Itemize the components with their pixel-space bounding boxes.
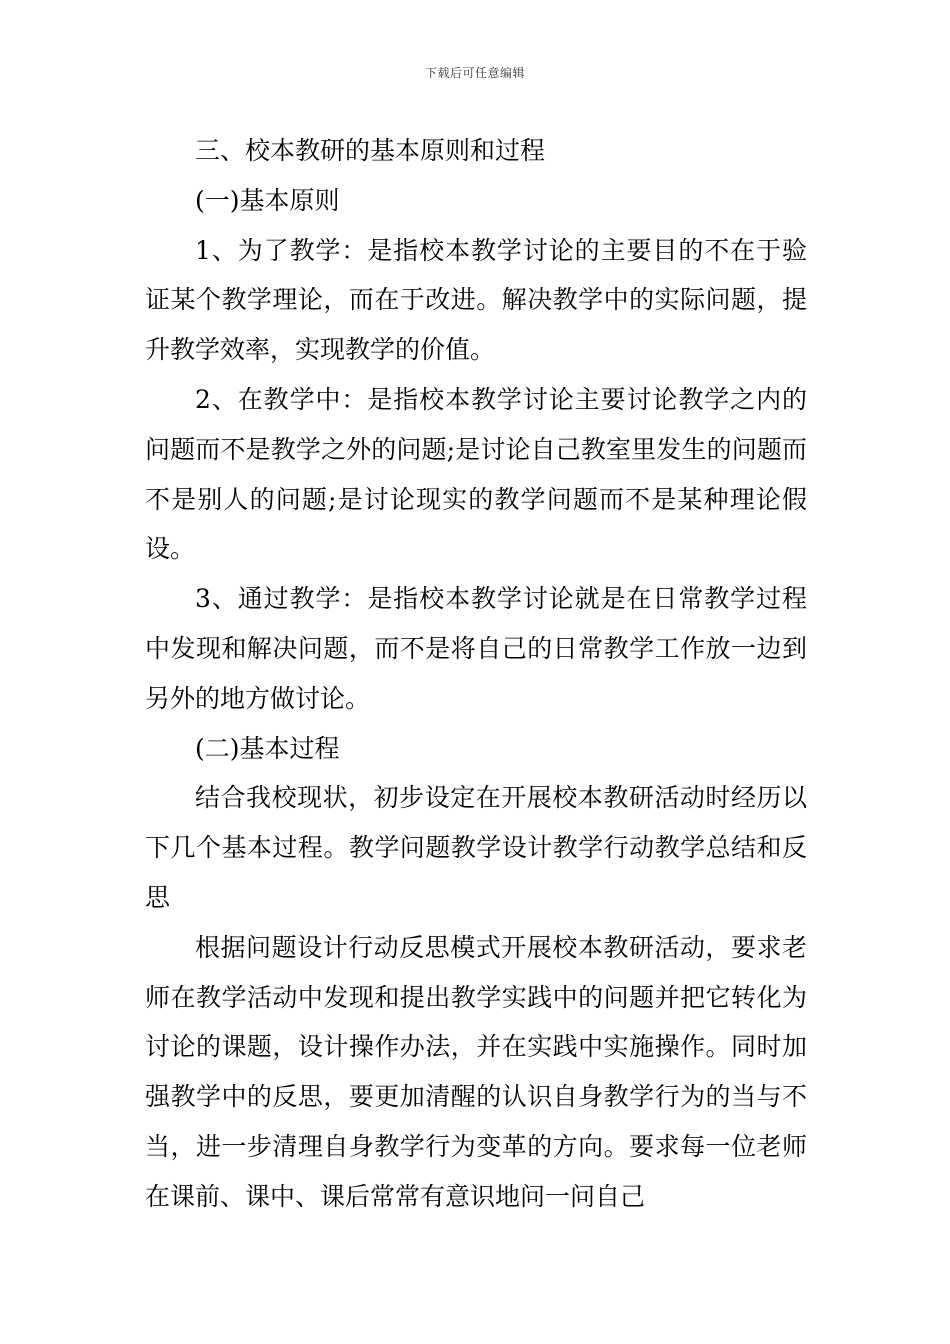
- body-paragraph: 结合我校现状，初步设定在开展校本教研活动时经历以下几个基本过程。教学问题教学设计教学行动教学总结和反思: [145, 783, 807, 912]
- page-header: 下载后可任意编辑: [424, 66, 525, 80]
- subsection-heading: (二)基本过程: [195, 733, 340, 763]
- document-body: [145, 126, 807, 1222]
- section-heading: 三、校本教研的基本原则和过程: [195, 136, 546, 165]
- body-paragraph: 根据问题设计行动反思模式开展校本教研活动，要求老师在教学活动中发现和提出教学实践中的问题并把它转化为讨论的课题，设计操作办法，并在实践中实施操作。同时加强教学中的反思，要更加清醒的认识自身教学行为的当与不当，进一步清理自身教学行为变革的方向。要求每一位老师在课前、课中、课后常常有意识地问一问自己: [145, 932, 807, 1211]
- body-paragraph: 3、通过教学：是指校本教学讨论就是在日常教学过程中发现和解决问题，而不是将自己的日常教学工作放一边到另外的地方做讨论。: [145, 584, 807, 713]
- body-paragraph: 1、为了教学：是指校本教学讨论的主要目的不在于验证某个教学理论，而在于改进。解决教学中的实际问题，提升教学效率，实现教学的价值。: [145, 235, 807, 365]
- body-paragraph: 2、在教学中：是指校本教学讨论主要讨论教学之内的问题而不是教学之外的问题;是讨论自己教室里发生的问题而不是别人的问题;是讨论现实的教学问题而不是某种理论假设。: [145, 384, 807, 564]
- subsection-heading: (一)基本原则: [195, 185, 340, 215]
